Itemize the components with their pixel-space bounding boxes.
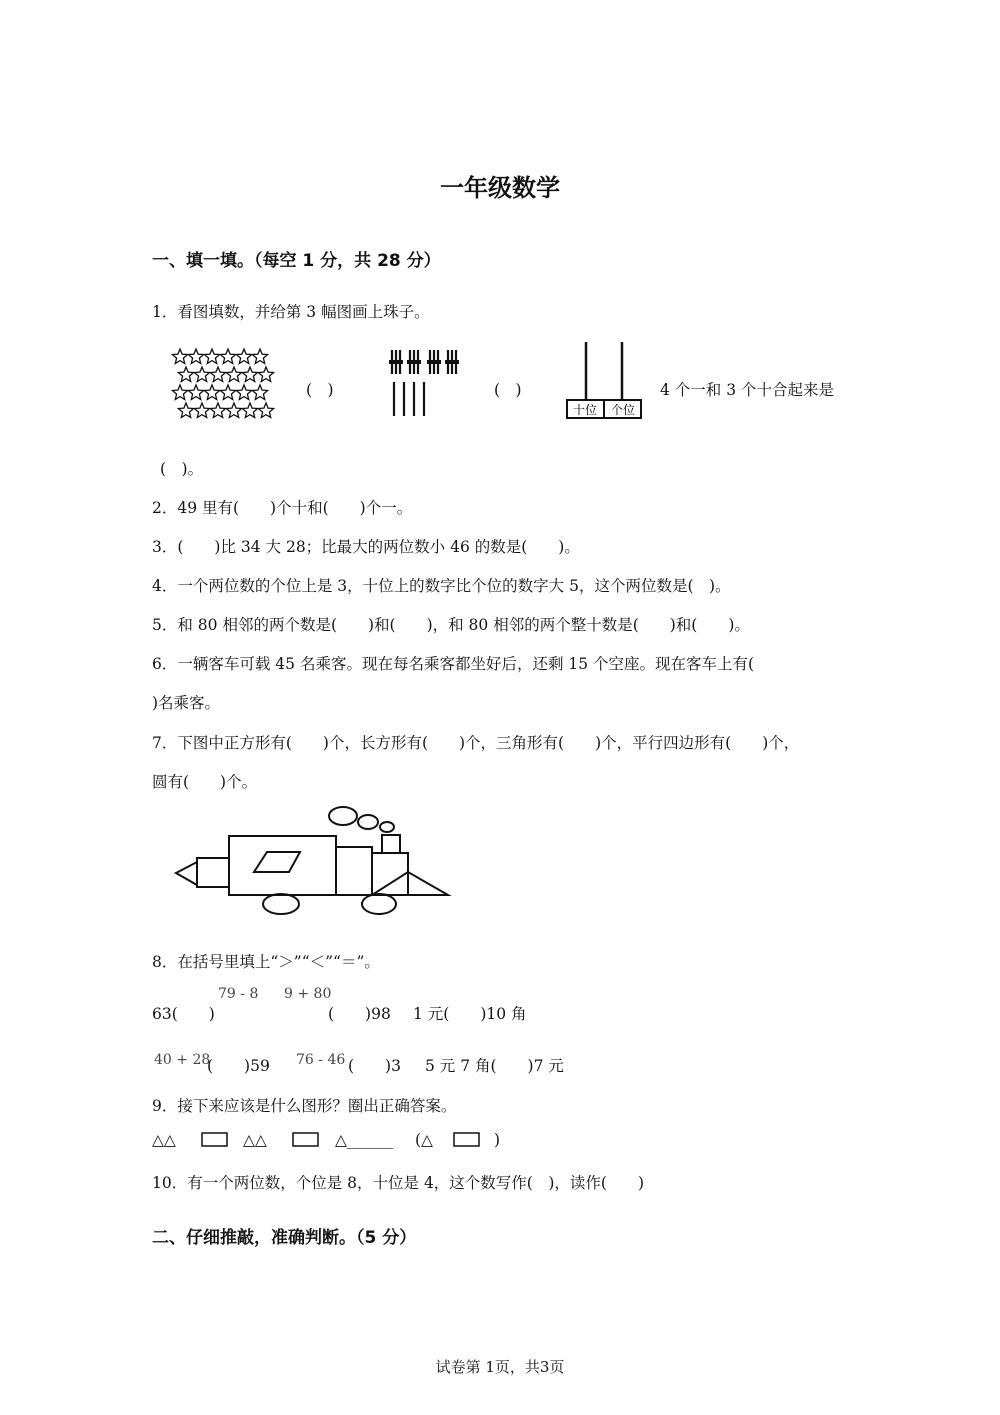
compare-2-expr-b: 76 - 46 — [296, 1052, 346, 1068]
body-rectangle — [229, 836, 336, 895]
compare-1-left: 63( ) — [152, 1005, 215, 1023]
compare-1-expr-a: 79 - 8 — [218, 986, 259, 1002]
star-icon — [252, 349, 267, 364]
compare-1-right: 1 元( )10 角 — [413, 1005, 527, 1023]
star-icon — [220, 385, 235, 400]
question-5: 5．和 80 相邻的两个数是( )和( )，和 80 相邻的两个整十数是( )和( )。 — [152, 616, 750, 634]
blank-stars: ( ) — [306, 381, 334, 399]
choice-triangle: (△ — [415, 1131, 433, 1149]
star-icon — [242, 403, 257, 418]
star-icon — [210, 367, 225, 382]
star-icon — [258, 367, 273, 382]
question-2: 2．49 里有( )个十和( )个一。 — [152, 499, 413, 517]
question-10: 10．有一个两位数，个位是 8，十位是 4，这个数写作( )，读作( ) — [152, 1174, 644, 1192]
question-7-line-2: 圆有( )个。 — [152, 773, 258, 791]
cab-rectangle — [372, 853, 408, 895]
rectangle-shape-1 — [201, 1132, 228, 1147]
question-8: 8．在括号里填上“＞”“＜”“＝”。 — [152, 953, 380, 971]
blank-sticks: ( ) — [494, 381, 522, 399]
abacus-figure — [566, 340, 642, 422]
stars-figure — [172, 348, 284, 422]
smoke-circle-medium — [358, 815, 378, 829]
star-icon — [172, 385, 187, 400]
page-title: 一年级数学 — [440, 174, 560, 202]
question-6-line-1: 6．一辆客车可载 45 名乘客。现在每名乘客都坐好后，还剩 15 个空座。现在客车上有( — [152, 655, 755, 673]
section-1-heading: 一、填一填。（每空 1 分，共 28 分） — [152, 251, 441, 271]
star-icon — [258, 403, 273, 418]
star-icon — [188, 385, 203, 400]
question-4: 4．一个两位数的个位上是 3，十位上的数字比个位的数字大 5，这个两位数是( )。 — [152, 577, 731, 595]
pattern-answer-blank: △______ — [335, 1131, 394, 1149]
star-icon — [194, 403, 209, 418]
pattern-triangles-1: △△ — [152, 1131, 176, 1149]
choice-close: ) — [494, 1131, 501, 1149]
star-icon — [178, 367, 193, 382]
star-icon — [236, 385, 251, 400]
star-icon — [178, 403, 193, 418]
question-3: 3．( )比 34 大 28；比最大的两位数小 46 的数是( )。 — [152, 538, 580, 556]
sticks-bundle-figure — [386, 346, 466, 418]
compare-2-right: 5 元 7 角( )7 元 — [425, 1057, 564, 1075]
rear-triangle — [372, 872, 448, 895]
question-7-line-1: 7．下图中正方形有( )个，长方形有( )个，三角形有( )个，平行四边形有( )个， — [152, 734, 800, 752]
smoke-circle-large — [329, 807, 357, 825]
abacus-prompt: 4 个一和 3 个十合起来是 — [660, 381, 835, 399]
nose-triangle — [176, 862, 197, 885]
choice-rectangle-shape — [453, 1132, 480, 1147]
page-footer: 试卷第 1页，共3页 — [435, 1358, 565, 1376]
star-icon — [226, 367, 241, 382]
star-icon — [172, 349, 187, 364]
compare-2-mid-a: ( )59 — [207, 1057, 270, 1075]
star-icon — [226, 403, 241, 418]
star-icon — [210, 403, 225, 418]
compare-1-mid: ( )98 — [328, 1005, 391, 1023]
wheel-circle-right — [362, 894, 396, 914]
front-square — [197, 858, 229, 887]
chimney-square — [382, 835, 400, 853]
body-parallelogram — [254, 852, 300, 872]
star-icon — [242, 367, 257, 382]
star-icon — [236, 349, 251, 364]
wheel-circle-left — [263, 894, 299, 914]
question-9: 9．接下来应该是什么图形？圈出正确答案。 — [152, 1097, 457, 1115]
train-figure — [170, 800, 460, 918]
middle-rectangle — [336, 847, 372, 895]
star-icon — [204, 349, 219, 364]
section-2-heading: 二、仔细推敲，准确判断。（5 分） — [152, 1228, 417, 1248]
answer-blank-q1: ( )。 — [160, 460, 204, 478]
abacus-ones-label: 个位 — [610, 403, 636, 417]
pattern-triangles-2: △△ — [243, 1131, 267, 1149]
compare-2-mid-b: ( )3 — [348, 1057, 401, 1075]
compare-2-expr-a: 40 + 28 — [154, 1052, 211, 1068]
rectangle-shape-2 — [292, 1132, 319, 1147]
smoke-circle-small — [380, 822, 394, 832]
question-1: 1．看图填数，并给第 3 幅图画上珠子。 — [152, 303, 430, 321]
star-icon — [194, 367, 209, 382]
star-icon — [204, 385, 219, 400]
abacus-tens-label: 十位 — [572, 403, 598, 417]
question-6-line-2: )名乘客。 — [152, 694, 221, 712]
star-icon — [188, 349, 203, 364]
star-icon — [220, 349, 235, 364]
compare-1-expr-b: 9 + 80 — [284, 986, 332, 1002]
star-icon — [252, 385, 267, 400]
